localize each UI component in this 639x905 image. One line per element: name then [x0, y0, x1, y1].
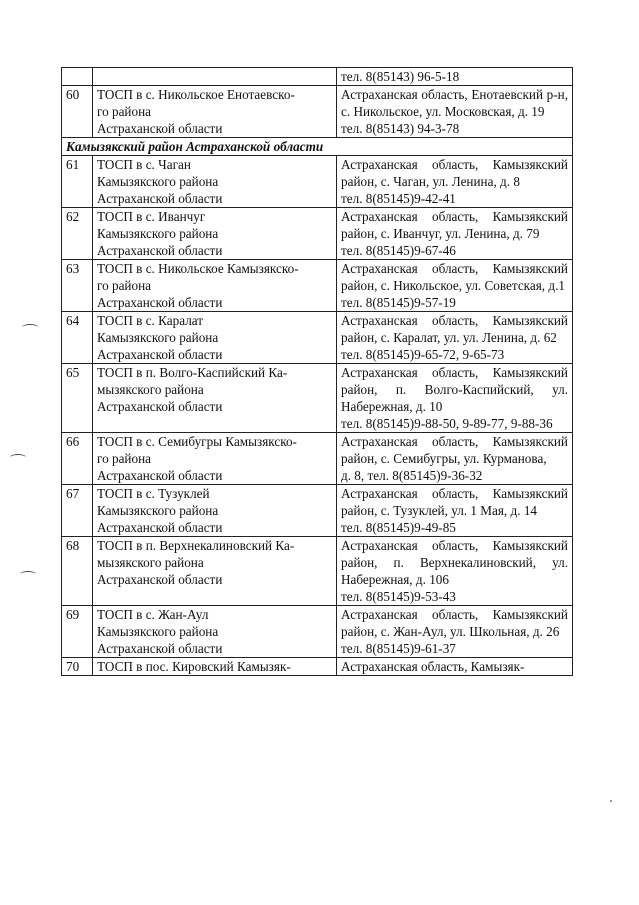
table-row [62, 485, 573, 537]
table-row [62, 156, 573, 208]
row-number: 61 [62, 156, 93, 208]
address-cell [337, 312, 573, 364]
office-name-line: Астраханской области [97, 399, 223, 414]
office-name-line: мызякского района [97, 555, 204, 570]
office-name-line: Астраханской области [97, 347, 223, 362]
address-line: тел. 8(85145)9-65-72, 9-65-73 [341, 347, 505, 362]
row-number: 68 [62, 537, 93, 606]
office-name-cell [93, 208, 337, 260]
office-name-line: го района [97, 451, 151, 466]
table-row [62, 86, 573, 138]
address-cell [337, 485, 573, 537]
punch-hole-mark [20, 571, 36, 578]
office-name-cell [93, 364, 337, 433]
office-name-line: ТОСП в с. Каралат [97, 313, 204, 328]
row-number: 67 [62, 485, 93, 537]
office-name-line: Астраханской области [97, 295, 223, 310]
office-name-line: ТОСП в с. Семибугры Камызякско- [97, 434, 297, 449]
address-cell [337, 260, 573, 312]
office-name-line: го района [97, 104, 151, 119]
table-row [62, 312, 573, 364]
office-name-line: Камызякского района [97, 226, 219, 241]
address-line: Астраханская область, Камызякский район, с. Никольское, ул. Советская, д.1 [341, 261, 568, 293]
office-name-line: ТОСП в с. Тузуклей [97, 486, 210, 501]
office-name-cell [93, 485, 337, 537]
address-line: Астраханская область, Камызяк- [341, 659, 525, 674]
address-line: тел. 8(85145)9-61-37 [341, 641, 456, 656]
address-line: Астраханская область, Камызякский район, с. Каралат, ул. ул. Ленина, д. 62 [341, 313, 568, 345]
row-number: 65 [62, 364, 93, 433]
office-name-cell [93, 537, 337, 606]
office-name-line: мызякского района [97, 382, 204, 397]
office-name-line: Камызякского района [97, 624, 219, 639]
address-cell [337, 433, 573, 485]
address-line: Астраханская область, Камызякский район, с. Иванчуг, ул. Ленина, д. 79 [341, 209, 568, 241]
office-name-cell [93, 86, 337, 138]
address-line: Астраханская область, Камызякский район, с. Семибугры, ул. Курманова, [341, 434, 568, 466]
office-name-line: ТОСП в п. Верхнекалиновский Ка- [97, 538, 295, 553]
address-cell [337, 68, 573, 86]
row-number: 70 [62, 658, 93, 676]
district-header-row [62, 138, 573, 156]
office-name-line: Камызякского района [97, 330, 219, 345]
office-name-line: Астраханской области [97, 191, 223, 206]
address-line: тел. 8(85143) 94-3-78 [341, 121, 460, 136]
table-row [62, 606, 573, 658]
office-name-line: Астраханской области [97, 572, 223, 587]
office-name-line: Астраханской области [97, 121, 223, 136]
address-line: тел. 8(85143) 96-5-18 [341, 69, 460, 84]
address-line: Астраханская область, Камызякский район, п. Волго-Каспийский, ул. Набережная, д. 10 [341, 365, 568, 414]
address-cell [337, 606, 573, 658]
office-name-cell [93, 156, 337, 208]
office-name-line: ТОСП в п. Волго-Каспийский Ка- [97, 365, 288, 380]
office-name-line: ТОСП в с. Никольское Енотаевско- [97, 87, 295, 102]
office-name-cell [93, 312, 337, 364]
row-number: 62 [62, 208, 93, 260]
address-cell [337, 156, 573, 208]
office-name-cell [93, 260, 337, 312]
table-row [62, 364, 573, 433]
table-row [62, 260, 573, 312]
district-heading: Камызякский район Астраханской области [62, 138, 573, 156]
office-name-line: ТОСП в с. Чаган [97, 157, 191, 172]
address-line: тел. 8(85145)9-49-85 [341, 520, 456, 535]
row-number: 63 [62, 260, 93, 312]
address-line: Астраханская область, Камызякский район, с. Чаган, ул. Ленина, д. 8 [341, 157, 568, 189]
address-line: тел. 8(85145)9-57-19 [341, 295, 456, 310]
address-line: Астраханская область, Камызякский район, с. Тузуклей, ул. 1 Мая, д. 14 [341, 486, 568, 518]
punch-hole-mark [22, 324, 38, 331]
office-name-cell [93, 433, 337, 485]
address-cell [337, 364, 573, 433]
table-row [62, 537, 573, 606]
address-line: тел. 8(85145)9-53-43 [341, 589, 456, 604]
row-number: 66 [62, 433, 93, 485]
address-line: Астраханская область, Енотаевский р-н, с. Никольское, ул. Московская, д. 19 [341, 87, 568, 119]
office-name-line: ТОСП в пос. Кировский Камызяк- [97, 659, 291, 674]
office-name-line: Астраханской области [97, 468, 223, 483]
scan-speck [610, 800, 612, 802]
table-row [62, 433, 573, 485]
table-row [62, 208, 573, 260]
address-cell [337, 86, 573, 138]
address-cell [337, 537, 573, 606]
offices-table [61, 67, 573, 676]
office-name-line: ТОСП в с. Жан-Аул [97, 607, 209, 622]
address-line: д. 8, тел. 8(85145)9-36-32 [341, 468, 483, 483]
office-name-line: ТОСП в с. Иванчуг [97, 209, 206, 224]
address-line: тел. 8(85145)9-88-50, 9-89-77, 9-88-36 [341, 416, 553, 431]
row-number: 64 [62, 312, 93, 364]
address-line: Астраханская область, Камызякский район, п. Верхнекалиновский, ул. Набережная, д. 106 [341, 538, 568, 587]
office-name-line: Астраханской области [97, 641, 223, 656]
office-name-line: Астраханской области [97, 243, 223, 258]
address-line: тел. 8(85145)9-42-41 [341, 191, 456, 206]
row-number [62, 68, 93, 86]
office-name-cell [93, 658, 337, 676]
office-name-line: ТОСП в с. Никольское Камызякско- [97, 261, 299, 276]
office-name-line: го района [97, 278, 151, 293]
office-name-line: Камызякского района [97, 174, 219, 189]
table-row [62, 68, 573, 86]
row-number: 69 [62, 606, 93, 658]
office-name-line: Камызякского района [97, 503, 219, 518]
office-name-line: Астраханской области [97, 520, 223, 535]
table-row [62, 658, 573, 676]
address-line: тел. 8(85145)9-67-46 [341, 243, 456, 258]
punch-hole-mark [10, 454, 26, 461]
office-name-cell [93, 68, 337, 86]
address-line: Астраханская область, Камызякский район, с. Жан-Аул, ул. Школьная, д. 26 [341, 607, 568, 639]
row-number: 60 [62, 86, 93, 138]
office-name-cell [93, 606, 337, 658]
offices-table-body [62, 68, 573, 676]
address-cell [337, 208, 573, 260]
address-cell [337, 658, 573, 676]
